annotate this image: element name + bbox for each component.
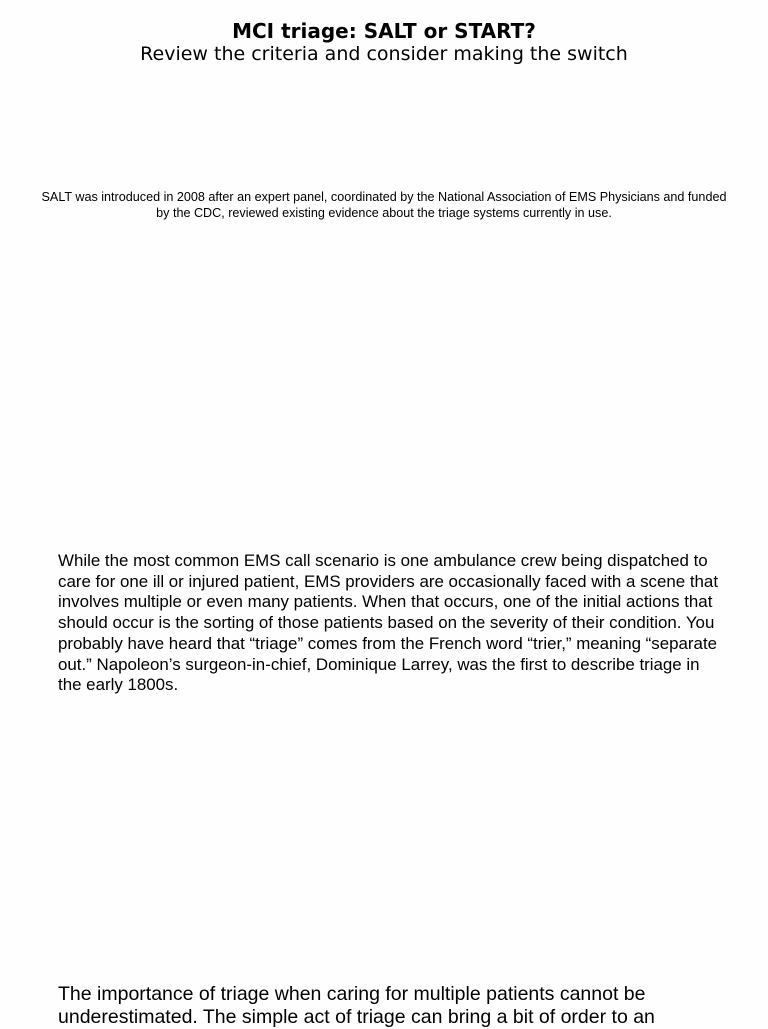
image-caption: SALT was introduced in 2008 after an expert panel, coordinated by the National Association of EMS Physicians and funded by the CDC, reviewed existing evidence about the triage systems currently in use. — [41, 190, 727, 220]
body-paragraph-1: While the most common EMS call scenario is one ambulance crew being dispatched to care for one ill or injured patient, EMS providers are occasionally faced with a scene that involves multiple or even many patients. When that occurs, one of the initial actions that should occur is the sorting of those patients based on the severity of their condition. You probably have heard that “triage” comes from the French word “trier,” meaning “separate out.” Napoleon’s surgeon-in-chief, Dominique Larrey, was the first to describe triage in the early 1800s. — [58, 551, 719, 695]
page-header — [140, 20, 628, 65]
page-title: MCI triage: SALT or START? — [232, 19, 536, 43]
page-subtitle: Review the criteria and consider making the switch — [140, 43, 628, 65]
body-paragraph-2: The importance of triage when caring for multiple patients cannot be underestimated. The simple act of triage can bring a bit of order to an — [58, 983, 655, 1028]
